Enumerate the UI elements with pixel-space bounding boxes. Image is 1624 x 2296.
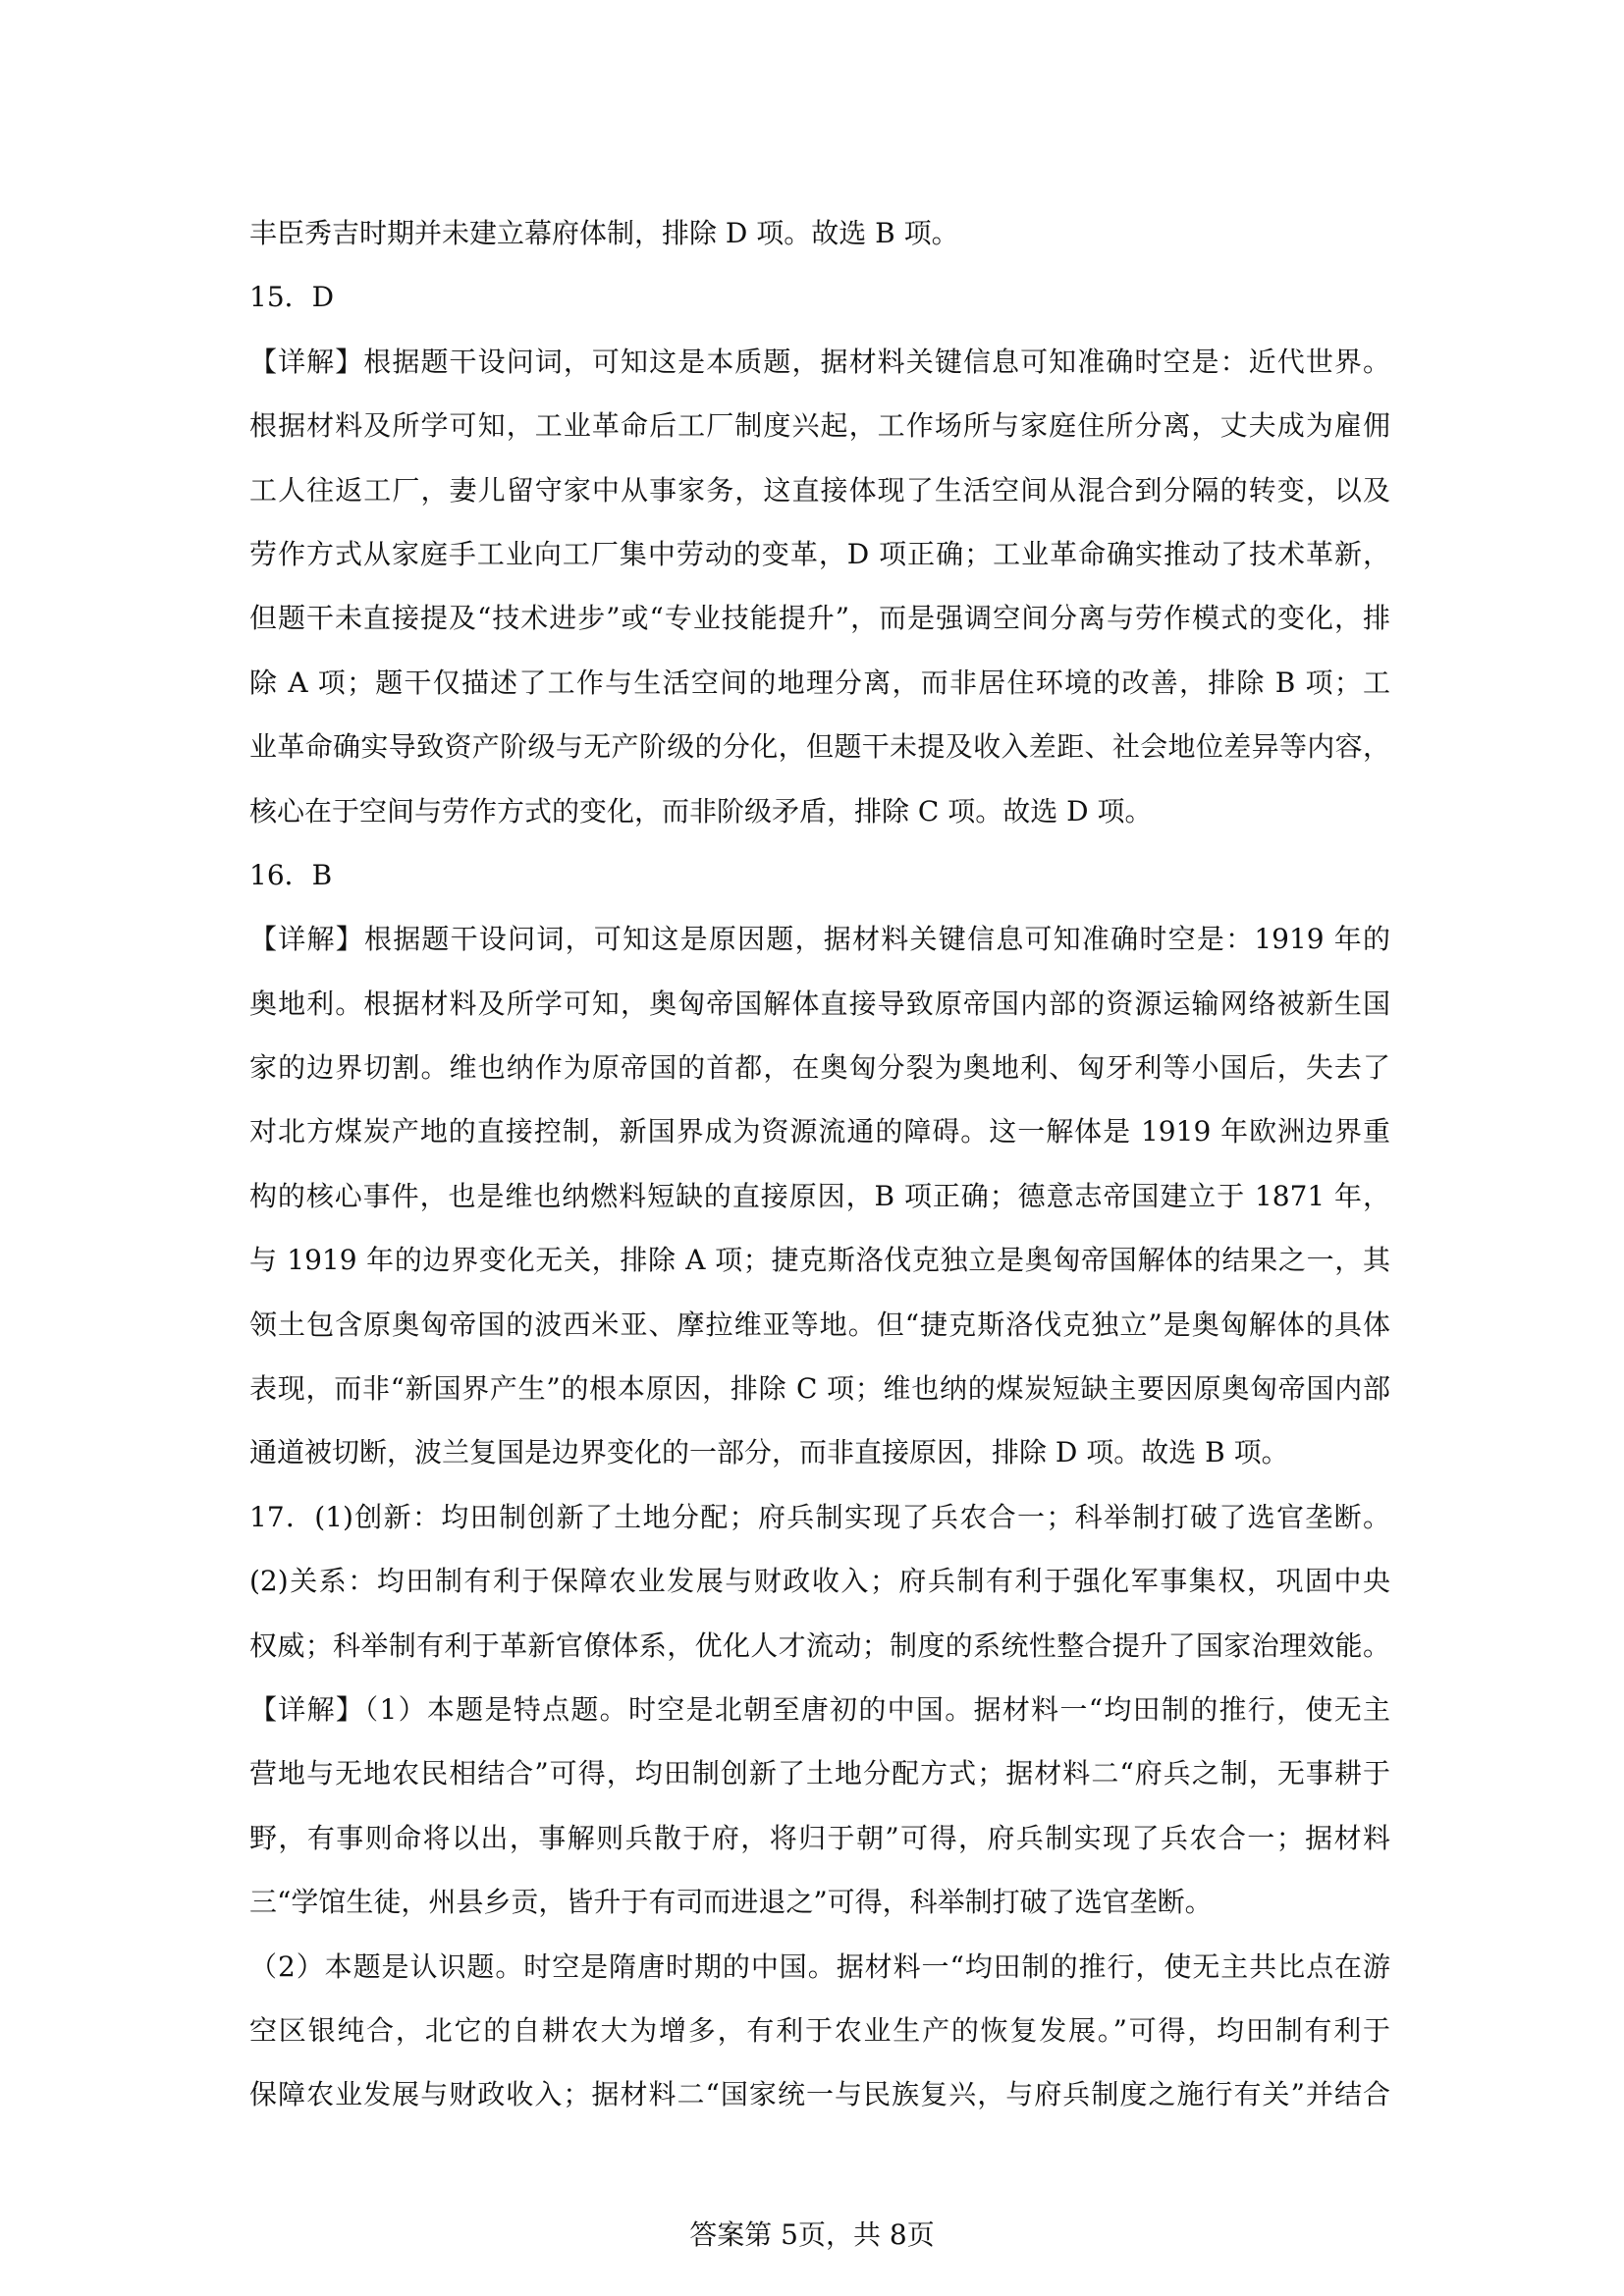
text-line: 16．B xyxy=(249,858,333,891)
text-line: 对北方煤炭产地的直接控制，新国界成为资源流通的障碍。这一解体是 1919 年欧洲边界重 xyxy=(249,1115,1390,1148)
text-line: 业革命确实导致资产阶级与无产阶级的分化，但题干未提及收入差距、社会地位差异等内容， xyxy=(249,730,1390,764)
text-line: 但题干未直接提及“技术进步”或“专业技能提升”，而是强调空间分离与劳作模式的变化，排 xyxy=(249,602,1390,635)
text-line: 【详解】根据题干设问词，可知这是原因题，据材料关键信息可知准确时空是：1919 年的 xyxy=(249,923,1390,956)
text-line: 野，有事则命将以出，事解则兵散于府，将归于朝”可得，府兵制实现了兵农合一；据材料 xyxy=(249,1821,1390,1854)
text-line: 表现，而非“新国界产生”的根本原因，排除 C 项；维也纳的煤炭短缺主要因原奥匈帝国内部 xyxy=(249,1372,1390,1406)
answer-text-body xyxy=(249,201,1390,2127)
text-line: 核心在于空间与劳作方式的变化，而非阶级矛盾，排除 C 项。故选 D 项。 xyxy=(249,794,1153,828)
text-line: 除 A 项；题干仅描述了工作与生活空间的地理分离，而非居住环境的改善，排除 B 项；工 xyxy=(249,666,1390,699)
text-line: 家的边界切割。维也纳作为原帝国的首都，在奥匈分裂为奥地利、匈牙利等小国后，失去了 xyxy=(249,1051,1390,1085)
text-line: 奥地利。根据材料及所学可知，奥匈帝国解体直接导致原帝国内部的资源运输网络被新生国 xyxy=(249,987,1390,1020)
text-line: 保障农业发展与财政收入；据材料二“国家统一与民族复兴，与府兵制度之施行有关”并结合 xyxy=(249,2078,1390,2111)
text-line: （2）本题是认识题。时空是隋唐时期的中国。据材料一“均田制的推行，使无主共比点在游 xyxy=(249,1949,1390,1983)
text-line: 【详解】（1）本题是特点题。时空是北朝至唐初的中国。据材料一“均田制的推行，使无主 xyxy=(249,1692,1390,1726)
text-line: 权威；科举制有利于革新官僚体系，优化人才流动；制度的系统性整合提升了国家治理效能。 xyxy=(249,1629,1390,1662)
text-line: 17．(1)创新：均田制创新了土地分配；府兵制实现了兵农合一；科举制打破了选官垄断。 xyxy=(249,1500,1390,1533)
text-line: 根据材料及所学可知，工业革命后工厂制度兴起，工作场所与家庭住所分离，丈夫成为雇佣 xyxy=(249,409,1390,443)
text-line: 与 1919 年的边界变化无关，排除 A 项；捷克斯洛伐克独立是奥匈帝国解体的结果之一，其 xyxy=(249,1244,1390,1277)
text-line: 丰臣秀吉时期并未建立幕府体制，排除 D 项。故选 B 项。 xyxy=(249,217,959,249)
text-line: 通道被切断，波兰复国是边界变化的一部分，而非直接原因，排除 D 项。故选 B 项。 xyxy=(249,1436,1289,1469)
text-line: 营地与无地农民相结合”可得，均田制创新了土地分配方式；据材料二“府兵之制，无事耕于 xyxy=(249,1757,1390,1790)
text-line: 领土包含原奥匈帝国的波西米亚、摩拉维亚等地。但“捷克斯洛伐克独立”是奥匈解体的具体 xyxy=(249,1308,1390,1341)
text-line: 工人往返工厂，妻儿留守家中从事家务，这直接体现了生活空间从混合到分隔的转变，以及 xyxy=(249,473,1390,507)
text-line: 构的核心事件，也是维也纳燃料短缺的直接原因，B 项正确；德意志帝国建立于 1871 年， xyxy=(249,1179,1390,1212)
text-line: (2)关系：均田制有利于保障农业发展与财政收入；府兵制有利于强化军事集权，巩固中央 xyxy=(249,1565,1390,1598)
text-line: 三“学馆生徒，州县乡贡，皆升于有司而进退之”可得，科举制打破了选官垄断。 xyxy=(249,1886,1213,1919)
page-footer: 答案第 5页，共 8页 xyxy=(689,2218,935,2251)
text-line: 15．D xyxy=(249,281,335,314)
text-line: 【详解】根据题干设问词，可知这是本质题，据材料关键信息可知准确时空是：近代世界。 xyxy=(249,345,1390,378)
text-line: 劳作方式从家庭手工业向工厂集中劳动的变革，D 项正确；工业革命确实推动了技术革新， xyxy=(249,537,1390,570)
text-line: 空区银纯合，北它的自耕农大为增多，有利于农业生产的恢复发展。”可得，均田制有利于 xyxy=(249,2013,1390,2047)
